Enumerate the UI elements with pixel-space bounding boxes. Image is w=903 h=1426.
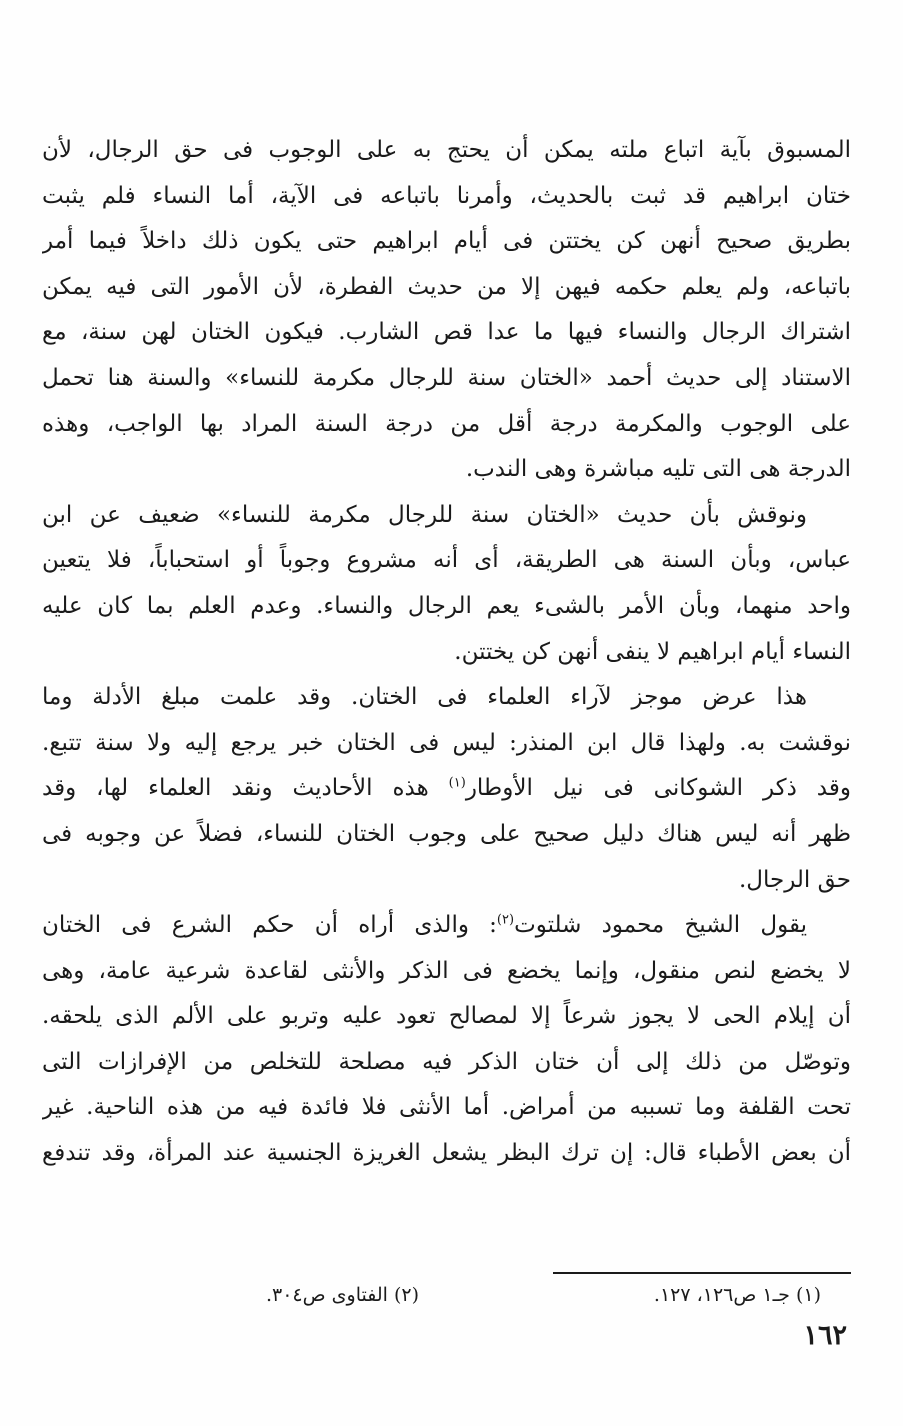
text-segment: : والذى أراه أن حكم الشرع فى الختان bbox=[42, 912, 497, 939]
text-line: نوقشت به. ولهذا قال ابن المنذر: ليس فى الختان خبر يرجع إليه ولا سنة تتبع. bbox=[42, 729, 851, 756]
footnotes bbox=[42, 1280, 851, 1310]
text-line: عباس، وبأن السنة هى الطريقة، أى أنه مشروع وجوباً أو استحباباً، فلا يتعين bbox=[42, 547, 851, 574]
paragraph-3 bbox=[42, 675, 851, 903]
text-segment: وقد ذكر الشوكانى فى نيل الأوطار bbox=[465, 775, 851, 802]
text-line bbox=[42, 903, 851, 949]
footnote-1: (١) جـ١ ص١٢٦، ١٢٧. bbox=[653, 1284, 821, 1306]
text-line: بطريق صحيح أنهن كن يختتن فى أيام ابراهيم حتى يكون ذلك داخلاً فيما أمر bbox=[42, 228, 851, 255]
footnote-2: (٢) الفتاوى ص٣٠٤. bbox=[265, 1284, 419, 1306]
text-line: ظهر أنه ليس هناك دليل صحيح على وجوب الختان للنساء، فضلاً عن وجوبه فى bbox=[42, 820, 851, 847]
text-line: أن إيلام الحى لا يجوز شرعاً إلا لمصالح تعود عليه وتربو على الألم الذى يلحقه. bbox=[42, 1003, 851, 1030]
text-line: ونوقش بأن حديث «الختان سنة للرجال مكرمة للنساء» ضعيف عن ابن bbox=[42, 501, 807, 528]
text-line: هذا عرض موجز لآراء العلماء فى الختان. وقد علمت مبلغ الأدلة وما bbox=[42, 684, 807, 711]
text-segment: هذه الأحاديث ونقد العلماء لها، وقد bbox=[42, 775, 449, 802]
footnote-ref-1: (١) bbox=[448, 775, 466, 791]
text-line: الاستناد إلى حديث أحمد «الختان سنة للرجال مكرمة للنساء» والسنة هنا تحمل bbox=[42, 364, 851, 391]
text-line: باتباعه، ولم يعلم حكمه فيهن إلا من حديث الفطرة، لأن الأمور التى فيه يمكن bbox=[42, 273, 851, 300]
main-text bbox=[42, 128, 851, 1177]
paragraph-1 bbox=[42, 128, 851, 493]
text-line bbox=[42, 766, 851, 812]
page-number: ١٦٢ bbox=[803, 1320, 847, 1351]
paragraph-2 bbox=[42, 493, 851, 675]
text-line: اشتراك الرجال والنساء فيها ما عدا قص الشارب. فيكون الختان لهن سنة، مع bbox=[42, 319, 851, 346]
text-line: النساء أيام ابراهيم لا ينفى أنهن كن يختتن. bbox=[454, 638, 851, 665]
text-line: ختان ابراهيم قد ثبت بالحديث، وأمرنا باتباعه فى الآية، أما النساء فلم يثبت bbox=[42, 182, 851, 209]
text-line: تحت القلفة وما تسببه من أمراض. أما الأنثى فلا فائدة فيه من هذه الناحية. غير bbox=[42, 1094, 851, 1121]
text-line: لا يخضع لنص منقول، وإنما يخضع فى الذكر والأنثى لقاعدة شرعية عامة، وهى bbox=[42, 957, 851, 984]
footnote-divider bbox=[553, 1272, 851, 1274]
text-line: الدرجة هى التى تليه مباشرة وهى الندب. bbox=[465, 456, 851, 483]
text-line: أن بعض الأطباء قال: إن ترك البظر يشعل الغريزة الجنسية عند المرأة، وقد تندفع bbox=[42, 1140, 851, 1167]
text-line: حق الرجال. bbox=[738, 866, 851, 893]
text-segment: يقول الشيخ محمود شلتوت bbox=[514, 912, 808, 939]
text-line: المسبوق بآية اتباع ملته يمكن أن يحتج به على الوجوب فى حق الرجال، لأن bbox=[42, 137, 851, 163]
paragraph-4 bbox=[42, 903, 851, 1177]
text-line: على الوجوب والمكرمة درجة أقل من درجة السنة المراد بها الواجب، وهذه bbox=[42, 410, 851, 437]
text-line: وتوصّل من ذلك إلى أن ختان الذكر فيه مصلحة للتخلص من الإفرازات التى bbox=[42, 1048, 851, 1075]
text-line: واحد منهما، وبأن الأمر بالشىء يعم الرجال والنساء. وعدم العلم بما كان عليه bbox=[42, 592, 851, 619]
footnote-ref-2: (٢) bbox=[496, 912, 515, 928]
